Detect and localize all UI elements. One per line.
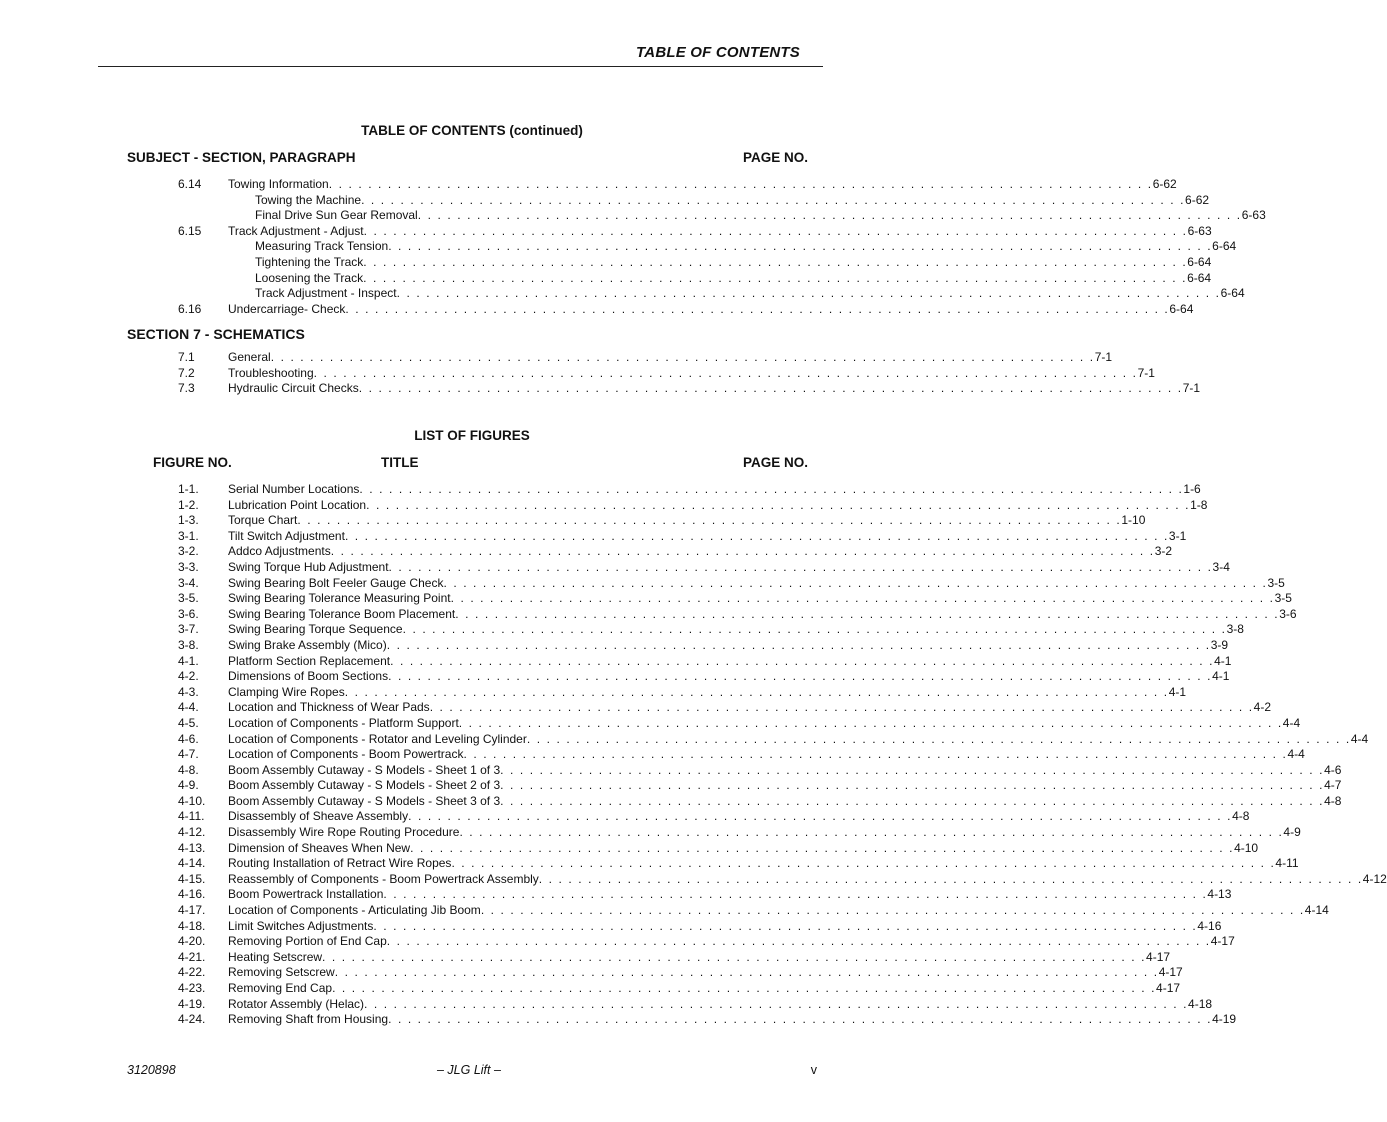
- figure-row: [0, 528, 1187, 545]
- entry-title: Removing Setscrew: [228, 965, 335, 980]
- entry-title: General: [228, 350, 271, 364]
- entry-title: Track Adjustment - Inspect: [255, 286, 397, 301]
- entry-number: 4-16.: [178, 887, 206, 902]
- figure-row: [0, 793, 1342, 810]
- entry-title: Location of Components - Rotator and Leveling Cylinder: [228, 731, 527, 746]
- entry-page-number: 1-6: [1183, 482, 1201, 496]
- entry-line: [228, 497, 1208, 514]
- dot-leader: . . . . . . . . . . . . . . . . . . . . . . . . . . . . . . . . . . . . . . . . . . . . . . . . . . . . . . . . . . . . . . . . . . . . . . . . . . . . . . . . . . . .: [463, 747, 1288, 762]
- dot-leader: . . . . . . . . . . . . . . . . . . . . . . . . . . . . . . . . . . . . . . . . . . . . . . . . . . . . . . . . . . . . . . . . . . . . . . . . . . . . . . . . . . . .: [344, 684, 1169, 699]
- entry-title: Swing Torque Hub Adjustment: [228, 559, 389, 574]
- figure-row: [0, 903, 1329, 919]
- entry-line: [228, 856, 1299, 872]
- figure-row: [0, 731, 1369, 748]
- entry-page-number: 4-19: [1212, 1012, 1237, 1027]
- dot-leader: . . . . . . . . . . . . . . . . . . . . . . . . . . . . . . . . . . . . . . . . . . . . . . . . . . . . . . . . . . . . . . . . . . . . . . . . . . . . . . . . . . . .: [363, 254, 1188, 269]
- entry-page-number: 4-11: [1275, 856, 1299, 871]
- figure-row: [0, 762, 1342, 779]
- toc-list-section-7: [0, 350, 1201, 397]
- figure-row: [0, 981, 1181, 997]
- entry-line: [228, 606, 1297, 623]
- toc-row: [0, 286, 1245, 302]
- entry-page-number: 4-10: [1234, 840, 1259, 855]
- figure-row: [0, 856, 1299, 872]
- toc-row: [0, 177, 1177, 193]
- entry-page-number: 4-6: [1324, 762, 1342, 777]
- entry-number: 7.2: [178, 365, 195, 380]
- entry-page-number: 4-16: [1197, 918, 1222, 933]
- dot-leader: . . . . . . . . . . . . . . . . . . . . . . . . . . . . . . . . . . . . . . . . . . . . . . . . . . . . . . . . . . . . . . . . . . . . . . . . . . . . . . . . . . . .: [313, 365, 1138, 380]
- figure-row: [0, 887, 1232, 903]
- entry-number: 6.15: [178, 223, 202, 238]
- entry-line: [228, 747, 1305, 763]
- entry-title: Routing Installation of Retract Wire Ropes: [228, 856, 452, 871]
- running-header-title: TABLE OF CONTENTS: [636, 44, 800, 61]
- entry-number: 3-5.: [178, 591, 199, 606]
- figure-row: [0, 544, 1173, 560]
- dot-leader: . . . . . . . . . . . . . . . . . . . . . . . . . . . . . . . . . . . . . . . . . . . . . . . . . . . . . . . . . . . . . . . . . . . . . . . . . . . . . . . . . . . .: [417, 208, 1242, 223]
- entry-number: 4-9.: [178, 778, 199, 793]
- entry-number: 1-3.: [178, 513, 199, 528]
- dot-leader: . . . . . . . . . . . . . . . . . . . . . . . . . . . . . . . . . . . . . . . . . . . . . . . . . . . . . . . . . . . . . . . . . . . . . . . . . . . . . . . . . . . .: [455, 606, 1280, 621]
- dot-leader: . . . . . . . . . . . . . . . . . . . . . . . . . . . . . . . . . . . . . . . . . . . . . . . . . . . . . . . . . . . . . . . . . . . . . . . . . . . . . . . . . . . .: [386, 934, 1211, 949]
- entry-line: [228, 528, 1187, 545]
- entry-page-number: 4-7: [1324, 778, 1342, 793]
- dot-leader: . . . . . . . . . . . . . . . . . . . . . . . . . . . . . . . . . . . . . . . . . . . . . . . . . . . . . . . . . . . . . . . . . . . . . . . . . . . . . . . . . . . .: [388, 239, 1213, 254]
- entry-title: Location and Thickness of Wear Pads: [228, 700, 430, 715]
- dot-leader: . . . . . . . . . . . . . . . . . . . . . . . . . . . . . . . . . . . . . . . . . . . . . . . . . . . . . . . . . . . . . . . . . . . . . . . . . . . . . . . . . . . .: [344, 528, 1169, 543]
- entry-title: Clamping Wire Ropes: [228, 684, 345, 699]
- entry-line: [228, 669, 1230, 685]
- entry-line: [228, 887, 1232, 903]
- dot-leader: . . . . . . . . . . . . . . . . . . . . . . . . . . . . . . . . . . . . . . . . . . . . . . . . . . . . . . . . . . . . . . . . . . . . . . . . . . . . . . . . . . . .: [450, 591, 1275, 606]
- toc-row: [0, 381, 1201, 397]
- entry-number: 4-5.: [178, 715, 199, 730]
- figure-row: [0, 871, 1387, 888]
- dot-leader: . . . . . . . . . . . . . . . . . . . . . . . . . . . . . . . . . . . . . . . . . . . . . . . . . . . . . . . . . . . . . . . . . . . . . . . . . . . . . . . . . . . .: [500, 793, 1325, 808]
- entry-line: [228, 934, 1235, 950]
- toc-heading: TABLE OF CONTENTS (continued): [361, 123, 583, 138]
- entry-page-number: 3-4: [1212, 559, 1230, 574]
- entry-number: 6.14: [178, 177, 202, 191]
- figure-row: [0, 809, 1250, 825]
- entry-page-number: 6-64: [1187, 254, 1212, 269]
- entry-title: Loosening the Track: [255, 270, 364, 285]
- entry-number: 4-19.: [178, 996, 206, 1011]
- entry-line: [255, 192, 1210, 209]
- entry-title: Location of Components - Articulating Jib Boom: [228, 903, 481, 918]
- entry-line: [228, 949, 1171, 966]
- entry-number: 4-20.: [178, 934, 206, 949]
- dot-leader: . . . . . . . . . . . . . . . . . . . . . . . . . . . . . . . . . . . . . . . . . . . . . . . . . . . . . . . . . . . . . . . . . . . . . . . . . . . . . . . . . . . .: [500, 778, 1325, 793]
- entry-line: [228, 559, 1230, 576]
- entry-title: Addco Adjustments: [228, 544, 331, 559]
- dot-leader: . . . . . . . . . . . . . . . . . . . . . . . . . . . . . . . . . . . . . . . . . . . . . . . . . . . . . . . . . . . . . . . . . . . . . . . . . . . . . . . . . . . .: [388, 559, 1213, 574]
- entry-page-number: 7-1: [1182, 381, 1201, 396]
- figure-row: [0, 559, 1230, 576]
- figure-row: [0, 715, 1301, 732]
- figure-row: [0, 669, 1230, 685]
- entry-line: [228, 731, 1369, 748]
- entry-number: 3-3.: [178, 559, 199, 574]
- entry-number: 4-10.: [178, 793, 206, 808]
- entry-page-number: 6-62: [1185, 192, 1210, 207]
- toc-row: [0, 239, 1237, 255]
- entry-number: 3-2.: [178, 544, 199, 559]
- figure-row: [0, 747, 1305, 763]
- figure-row: [0, 778, 1342, 794]
- dot-leader: . . . . . . . . . . . . . . . . . . . . . . . . . . . . . . . . . . . . . . . . . . . . . . . . . . . . . . . . . . . . . . . . . . . . . . . . . . . . . . . . . . . .: [297, 513, 1122, 528]
- entry-line: [228, 622, 1244, 638]
- figure-row: [0, 684, 1187, 701]
- entry-title: Track Adjustment - Adjust: [228, 223, 364, 238]
- figure-row: [0, 482, 1201, 498]
- entry-title: Removing Shaft from Housing: [228, 1012, 389, 1027]
- figures-page-column-header: PAGE NO.: [742, 455, 808, 470]
- toc-row: [0, 270, 1212, 287]
- dot-leader: . . . . . . . . . . . . . . . . . . . . . . . . . . . . . . . . . . . . . . . . . . . . . . . . . . . . . . . . . . . . . . . . . . . . . . . . . . . . . . . . . . . .: [332, 981, 1157, 995]
- entry-line: [255, 270, 1212, 287]
- entry-page-number: 6-63: [1187, 223, 1212, 238]
- entry-title: Swing Bearing Torque Sequence: [228, 622, 403, 637]
- entry-number: 4-7.: [178, 747, 199, 762]
- entry-line: [255, 239, 1237, 255]
- figure-row: [0, 934, 1235, 950]
- dot-leader: . . . . . . . . . . . . . . . . . . . . . . . . . . . . . . . . . . . . . . . . . . . . . . . . . . . . . . . . . . . . . . . . . . . . . . . . . . . . . . . . . . . .: [459, 825, 1284, 840]
- entry-title: Towing Information: [228, 177, 329, 191]
- entry-line: [228, 700, 1272, 716]
- entry-title: Tightening the Track: [255, 254, 364, 269]
- entry-number: 4-22.: [178, 965, 206, 980]
- figure-no-column-header: FIGURE NO.: [153, 455, 232, 470]
- entry-title: Undercarriage- Check: [228, 301, 346, 316]
- entry-number: 4-14.: [178, 856, 206, 871]
- entry-number: 7.3: [178, 381, 195, 396]
- entry-line: [228, 918, 1222, 935]
- entry-number: 4-13.: [178, 840, 206, 855]
- entry-page-number: 6-62: [1152, 177, 1177, 191]
- figure-row: [0, 637, 1229, 654]
- entry-line: [255, 208, 1266, 224]
- entry-page-number: 7-1: [1094, 350, 1113, 364]
- entry-title: Boom Assembly Cutaway - S Models - Sheet 2 of 3: [228, 778, 501, 793]
- entry-title: Dimension of Sheaves When New: [228, 840, 411, 855]
- dot-leader: . . . . . . . . . . . . . . . . . . . . . . . . . . . . . . . . . . . . . . . . . . . . . . . . . . . . . . . . . . . . . . . . . . . . . . . . . . . . . . . . . . . .: [526, 731, 1351, 746]
- entry-page-number: 4-17: [1158, 965, 1183, 980]
- entry-line: [228, 591, 1292, 607]
- figure-row: [0, 949, 1171, 966]
- entry-number: 4-17.: [178, 903, 206, 918]
- entry-line: [228, 762, 1342, 779]
- entry-number: 4-23.: [178, 981, 206, 995]
- figure-row: [0, 825, 1301, 841]
- entry-page-number: 4-12: [1362, 871, 1387, 886]
- toc-row: [0, 254, 1212, 271]
- dot-leader: . . . . . . . . . . . . . . . . . . . . . . . . . . . . . . . . . . . . . . . . . . . . . . . . . . . . . . . . . . . . . . . . . . . . . . . . . . . . . . . . . . . .: [330, 544, 1155, 559]
- dot-leader: . . . . . . . . . . . . . . . . . . . . . . . . . . . . . . . . . . . . . . . . . . . . . . . . . . . . . . . . . . . . . . . . . . . . . . . . . . . . . . . . . . . .: [451, 856, 1276, 871]
- dot-leader: . . . . . . . . . . . . . . . . . . . . . . . . . . . . . . . . . . . . . . . . . . . . . . . . . . . . . . . . . . . . . . . . . . . . . . . . . . . . . . . . . . . .: [270, 350, 1095, 364]
- dot-leader: . . . . . . . . . . . . . . . . . . . . . . . . . . . . . . . . . . . . . . . . . . . . . . . . . . . . . . . . . . . . . . . . . . . . . . . . . . . . . . . . . . . .: [322, 949, 1147, 964]
- toc-row: [0, 223, 1212, 240]
- dot-leader: . . . . . . . . . . . . . . . . . . . . . . . . . . . . . . . . . . . . . . . . . . . . . . . . . . . . . . . . . . . . . . . . . . . . . . . . . . . . . . . . . . . .: [443, 575, 1268, 590]
- entry-line: [228, 840, 1259, 857]
- dot-leader: . . . . . . . . . . . . . . . . . . . . . . . . . . . . . . . . . . . . . . . . . . . . . . . . . . . . . . . . . . . . . . . . . . . . . . . . . . . . . . . . . . . .: [373, 918, 1198, 933]
- entry-page-number: 3-5: [1274, 591, 1292, 606]
- entry-title: Measuring Track Tension: [255, 239, 389, 254]
- toc-row: [0, 208, 1266, 224]
- entry-page-number: 1-8: [1190, 497, 1208, 512]
- entry-line: [228, 223, 1212, 240]
- dot-leader: . . . . . . . . . . . . . . . . . . . . . . . . . . . . . . . . . . . . . . . . . . . . . . . . . . . . . . . . . . . . . . . . . . . . . . . . . . . . . . . . . . . .: [429, 700, 1254, 715]
- entry-line: [228, 177, 1177, 193]
- entry-title: Removing End Cap: [228, 981, 333, 995]
- figure-row: [0, 965, 1183, 981]
- figure-row: [0, 700, 1272, 716]
- entry-page-number: 4-4: [1282, 715, 1301, 730]
- figure-row: [0, 622, 1244, 638]
- dot-leader: . . . . . . . . . . . . . . . . . . . . . . . . . . . . . . . . . . . . . . . . . . . . . . . . . . . . . . . . . . . . . . . . . . . . . . . . . . . . . . . . . . . .: [328, 177, 1153, 191]
- entry-title: Disassembly Wire Rope Routing Procedure: [228, 825, 460, 840]
- entry-title: Boom Powertrack Installation: [228, 887, 384, 902]
- toc-row: [0, 301, 1194, 318]
- dot-leader: . . . . . . . . . . . . . . . . . . . . . . . . . . . . . . . . . . . . . . . . . . . . . . . . . . . . . . . . . . . . . . . . . . . . . . . . . . . . . . . . . . . .: [402, 622, 1227, 637]
- dot-leader: . . . . . . . . . . . . . . . . . . . . . . . . . . . . . . . . . . . . . . . . . . . . . . . . . . . . . . . . . . . . . . . . . . . . . . . . . . . . . . . . . . . .: [358, 381, 1183, 396]
- figure-row: [0, 497, 1208, 514]
- entry-title: Final Drive Sun Gear Removal: [255, 208, 418, 223]
- entry-title: Tilt Switch Adjustment: [228, 528, 345, 543]
- entry-line: [228, 637, 1229, 654]
- footer-page-number: v: [810, 1063, 817, 1077]
- entry-title: Boom Assembly Cutaway - S Models - Sheet 3 of 3: [228, 793, 501, 808]
- entry-page-number: 4-4: [1287, 747, 1305, 762]
- figure-row: [0, 513, 1146, 529]
- entry-title: Serial Number Locations: [228, 482, 360, 496]
- entry-line: [228, 996, 1213, 1013]
- entry-line: [228, 653, 1232, 670]
- entry-page-number: 6-64: [1169, 301, 1194, 316]
- dot-leader: . . . . . . . . . . . . . . . . . . . . . . . . . . . . . . . . . . . . . . . . . . . . . . . . . . . . . . . . . . . . . . . . . . . . . . . . . . . . . . . . . . . .: [458, 715, 1283, 730]
- entry-page-number: 4-17: [1210, 934, 1235, 949]
- entry-line: [228, 825, 1301, 841]
- entry-number: 1-2.: [178, 497, 199, 512]
- entry-line: [255, 286, 1245, 302]
- dot-leader: . . . . . . . . . . . . . . . . . . . . . . . . . . . . . . . . . . . . . . . . . . . . . . . . . . . . . . . . . . . . . . . . . . . . . . . . . . . . . . . . . . . .: [386, 637, 1211, 652]
- entry-page-number: 4-17: [1146, 949, 1171, 964]
- title-column-header: TITLE: [381, 455, 419, 470]
- entry-number: 4-21.: [178, 949, 206, 964]
- dot-leader: . . . . . . . . . . . . . . . . . . . . . . . . . . . . . . . . . . . . . . . . . . . . . . . . . . . . . . . . . . . . . . . . . . . . . . . . . . . . . . . . . . . .: [334, 965, 1159, 980]
- dot-leader: . . . . . . . . . . . . . . . . . . . . . . . . . . . . . . . . . . . . . . . . . . . . . . . . . . . . . . . . . . . . . . . . . . . . . . . . . . . . . . . . . . . .: [388, 669, 1213, 684]
- entry-line: [228, 981, 1181, 997]
- entry-page-number: 6-64: [1187, 270, 1212, 285]
- footer-center-text: – JLG Lift –: [437, 1063, 501, 1077]
- entry-line: [228, 575, 1285, 592]
- entry-title: Swing Brake Assembly (Mico): [228, 637, 387, 652]
- entry-title: Boom Assembly Cutaway - S Models - Sheet 1 of 3: [228, 762, 501, 777]
- entry-line: [228, 513, 1146, 529]
- figure-row: [0, 575, 1285, 592]
- entry-number: 4-4.: [178, 700, 199, 715]
- entry-title: Troubleshooting: [228, 365, 314, 380]
- entry-number: 7.1: [178, 350, 195, 364]
- dot-leader: . . . . . . . . . . . . . . . . . . . . . . . . . . . . . . . . . . . . . . . . . . . . . . . . . . . . . . . . . . . . . . . . . . . . . . . . . . . . . . . . . . . .: [359, 482, 1184, 496]
- subject-column-header: SUBJECT - SECTION, PARAGRAPH: [127, 150, 356, 165]
- entry-title: Location of Components - Platform Support: [228, 715, 459, 730]
- toc-row: [0, 192, 1210, 209]
- dot-leader: . . . . . . . . . . . . . . . . . . . . . . . . . . . . . . . . . . . . . . . . . . . . . . . . . . . . . . . . . . . . . . . . . . . . . . . . . . . . . . . . . . . .: [410, 840, 1235, 855]
- entry-title: Location of Components - Boom Powertrack: [228, 747, 464, 762]
- entry-line: [228, 381, 1201, 397]
- entry-line: [228, 1012, 1237, 1028]
- entry-number: 4-3.: [178, 684, 199, 699]
- entry-page-number: 3-5: [1267, 575, 1285, 590]
- dot-leader: . . . . . . . . . . . . . . . . . . . . . . . . . . . . . . . . . . . . . . . . . . . . . . . . . . . . . . . . . . . . . . . . . . . . . . . . . . . . . . . . . . . .: [408, 809, 1233, 824]
- entry-title: Swing Bearing Bolt Feeler Gauge Check: [228, 575, 444, 590]
- entry-page-number: 4-1: [1212, 669, 1230, 684]
- entry-page-number: 3-6: [1279, 606, 1297, 621]
- figure-row: [0, 918, 1222, 935]
- entry-title: Heating Setscrew: [228, 949, 323, 964]
- toc-row: [0, 350, 1113, 366]
- entry-title: Removing Portion of End Cap: [228, 934, 387, 949]
- entry-number: 4-12.: [178, 825, 206, 840]
- dot-leader: . . . . . . . . . . . . . . . . . . . . . . . . . . . . . . . . . . . . . . . . . . . . . . . . . . . . . . . . . . . . . . . . . . . . . . . . . . . . . . . . . . . .: [388, 1012, 1213, 1027]
- entry-page-number: 4-2: [1253, 700, 1272, 715]
- entry-number: 3-7.: [178, 622, 199, 637]
- entry-number: 3-8.: [178, 637, 199, 652]
- entry-title: Limit Switches Adjustments: [228, 918, 374, 933]
- footer-doc-number: 3120898: [127, 1063, 176, 1077]
- entry-number: 4-15.: [178, 871, 206, 886]
- entry-line: [228, 965, 1183, 981]
- figure-row: [0, 840, 1259, 857]
- section-7-title: SECTION 7 - SCHEMATICS: [127, 326, 305, 342]
- dot-leader: . . . . . . . . . . . . . . . . . . . . . . . . . . . . . . . . . . . . . . . . . . . . . . . . . . . . . . . . . . . . . . . . . . . . . . . . . . . . . . . . . . . .: [390, 653, 1215, 668]
- entry-page-number: 7-1: [1137, 365, 1155, 380]
- entry-line: [255, 254, 1212, 271]
- entry-page-number: 3-8: [1226, 622, 1244, 637]
- entry-page-number: 4-1: [1168, 684, 1187, 699]
- entry-line: [228, 778, 1342, 794]
- entry-page-number: 4-13: [1207, 887, 1232, 902]
- header-rule: [98, 66, 823, 67]
- entry-line: [228, 715, 1301, 732]
- dot-leader: . . . . . . . . . . . . . . . . . . . . . . . . . . . . . . . . . . . . . . . . . . . . . . . . . . . . . . . . . . . . . . . . . . . . . . . . . . . . . . . . . . . .: [538, 871, 1363, 886]
- toc-list-section-6: [0, 177, 1266, 317]
- entry-page-number: 4-14: [1304, 903, 1329, 918]
- toc-row: [0, 365, 1155, 382]
- entry-number: 6.16: [178, 301, 202, 316]
- figure-row: [0, 653, 1232, 670]
- entry-page-number: 3-9: [1210, 637, 1229, 652]
- entry-line: [228, 350, 1113, 366]
- entry-title: Disassembly of Sheave Assembly: [228, 809, 409, 824]
- entry-number: 4-2.: [178, 669, 199, 684]
- entry-title: Hydraulic Circuit Checks: [228, 381, 359, 396]
- dot-leader: . . . . . . . . . . . . . . . . . . . . . . . . . . . . . . . . . . . . . . . . . . . . . . . . . . . . . . . . . . . . . . . . . . . . . . . . . . . . . . . . . . . .: [500, 762, 1325, 777]
- entry-number: 4-11.: [178, 809, 205, 824]
- dot-leader: . . . . . . . . . . . . . . . . . . . . . . . . . . . . . . . . . . . . . . . . . . . . . . . . . . . . . . . . . . . . . . . . . . . . . . . . . . . . . . . . . . . .: [366, 497, 1191, 512]
- dot-leader: . . . . . . . . . . . . . . . . . . . . . . . . . . . . . . . . . . . . . . . . . . . . . . . . . . . . . . . . . . . . . . . . . . . . . . . . . . . . . . . . . . . .: [383, 887, 1208, 902]
- entry-page-number: 4-18: [1188, 996, 1213, 1011]
- entry-title: Swing Bearing Tolerance Boom Placement: [228, 606, 456, 621]
- dot-leader: . . . . . . . . . . . . . . . . . . . . . . . . . . . . . . . . . . . . . . . . . . . . . . . . . . . . . . . . . . . . . . . . . . . . . . . . . . . . . . . . . . . .: [364, 996, 1189, 1011]
- entry-page-number: 1-10: [1121, 513, 1146, 528]
- entry-number: 4-18.: [178, 918, 206, 933]
- toc-page-column-header: PAGE NO.: [742, 150, 808, 165]
- dot-leader: . . . . . . . . . . . . . . . . . . . . . . . . . . . . . . . . . . . . . . . . . . . . . . . . . . . . . . . . . . . . . . . . . . . . . . . . . . . . . . . . . . . .: [396, 286, 1221, 301]
- entry-number: 4-8.: [178, 762, 199, 777]
- figures-heading: LIST OF FIGURES: [414, 428, 530, 443]
- figure-row: [0, 996, 1213, 1013]
- entry-page-number: 3-2: [1154, 544, 1173, 559]
- entry-title: Dimensions of Boom Sections: [228, 669, 389, 684]
- entry-number: 3-1.: [178, 528, 199, 543]
- entry-page-number: 4-9: [1283, 825, 1301, 840]
- entry-title: Rotator Assembly (Helac): [228, 996, 365, 1011]
- entry-title: Lubrication Point Location: [228, 497, 367, 512]
- entry-title: Towing the Machine: [255, 192, 362, 207]
- entry-page-number: 4-8: [1324, 793, 1342, 808]
- figure-row: [0, 1012, 1237, 1028]
- entry-title: Swing Bearing Tolerance Measuring Point: [228, 591, 451, 606]
- dot-leader: . . . . . . . . . . . . . . . . . . . . . . . . . . . . . . . . . . . . . . . . . . . . . . . . . . . . . . . . . . . . . . . . . . . . . . . . . . . . . . . . . . . .: [480, 903, 1305, 918]
- entry-number: 1-1.: [178, 482, 199, 496]
- entry-number: 3-6.: [178, 606, 199, 621]
- entry-line: [228, 871, 1387, 888]
- entry-page-number: 4-17: [1156, 981, 1181, 995]
- entry-line: [228, 544, 1173, 560]
- entry-page-number: 4-8: [1232, 809, 1250, 824]
- dot-leader: . . . . . . . . . . . . . . . . . . . . . . . . . . . . . . . . . . . . . . . . . . . . . . . . . . . . . . . . . . . . . . . . . . . . . . . . . . . . . . . . . . . .: [361, 192, 1186, 207]
- figures-list: [0, 482, 1387, 1028]
- entry-page-number: 4-4: [1350, 731, 1369, 746]
- entry-line: [228, 684, 1187, 701]
- entry-page-number: 6-63: [1241, 208, 1266, 223]
- entry-title: Torque Chart: [228, 513, 298, 528]
- entry-line: [228, 903, 1329, 919]
- entry-number: 4-6.: [178, 731, 199, 746]
- entry-page-number: 6-64: [1212, 239, 1237, 254]
- dot-leader: . . . . . . . . . . . . . . . . . . . . . . . . . . . . . . . . . . . . . . . . . . . . . . . . . . . . . . . . . . . . . . . . . . . . . . . . . . . . . . . . . . . .: [363, 223, 1188, 238]
- entry-title: Reassembly of Components - Boom Powertrack Assembly: [228, 871, 539, 886]
- entry-line: [228, 482, 1201, 498]
- entry-line: [228, 809, 1250, 825]
- entry-line: [228, 365, 1155, 382]
- dot-leader: . . . . . . . . . . . . . . . . . . . . . . . . . . . . . . . . . . . . . . . . . . . . . . . . . . . . . . . . . . . . . . . . . . . . . . . . . . . . . . . . . . . .: [363, 270, 1188, 285]
- entry-title: Platform Section Replacement: [228, 653, 391, 668]
- entry-number: 3-4.: [178, 575, 199, 590]
- entry-number: 4-1.: [178, 653, 199, 668]
- entry-line: [228, 301, 1194, 318]
- entry-line: [228, 793, 1342, 810]
- figure-row: [0, 606, 1297, 623]
- entry-page-number: 6-64: [1220, 286, 1245, 301]
- entry-page-number: 4-1: [1214, 653, 1232, 668]
- entry-number: 4-24.: [178, 1012, 206, 1027]
- figure-row: [0, 591, 1292, 607]
- entry-page-number: 3-1: [1168, 528, 1187, 543]
- dot-leader: . . . . . . . . . . . . . . . . . . . . . . . . . . . . . . . . . . . . . . . . . . . . . . . . . . . . . . . . . . . . . . . . . . . . . . . . . . . . . . . . . . . .: [345, 301, 1170, 316]
